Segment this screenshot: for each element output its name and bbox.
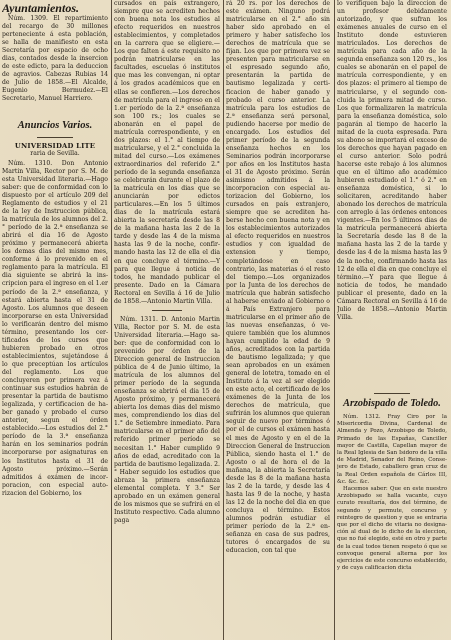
- arzobispado-section: [337, 393, 447, 572]
- notice-1311-continued: rá 20 rs. por los derechos de este exámen. Ninguno podrá matricularse en el 2.° año sin haber sido aprobado en el primero y haber satisfecho los derechos de matrícula que se fijan. Los que por primera vez se presenten para matricularse en el espresado segundo año, presentarán la partida de bautismo legalizada y certificacion de haber ganado y probado el curso anterior. La matrícula para los estudios de 2.ª enseñanza será personal, pudiendo hacerse por medio de encargado. Los estudios del primer período de la segunda enseñanza hechos en los Seminarios podrán incorporarse por años en los Institutos hasta el 31 de Agosto próximo. Serán asimismo admitidos á la incorporacion con especial autorizacion del Gobierno, los cursados en país extranjero, siempre que se acrediten haberse hecho con buena nota y en los establecimientos autorizados al efecto requeridos en nuestros estudios y con igualdad de extension y tiempo, completándose en caso contrario, las materias ó el resto del tiempo.—Los organizados por la Junta de los derechos de matrícula que habrán satisfecho al haberse enviado al Gobierno o á País Extranjero para matricularse en el primer año de las nuevas enseñanzas, ó vequiere también que los alumnos hayan cumplido la edad de 9 años, acreditados con la partida de bautismo legalizada; y que sean aprobados en un exámen general de lotetra, tomado en el Instituto á la vez al ser elegido en este acto, el certificado de los exámenes de la Junta de los derechos de matrícula, que sufrirán los alumnos que quieran seguir de nuevo por términos ó por el de cursos el exámen hasta el mes de Agosto y en el de la Direccion General de Instruccion Pública, siendo hasta el 1.° de Agosto o al de hora el de la mañana, la abierta la Secretaría desde las 8 de la mañana hasta las 2 de la tarde, y desde las 4 hasta las 9 de la noche, y hasta las 12 de la noche del dia en que concluya el término. Estos alumnos podrán estudiar el primer período de la 2.ª enseñanza en casa de sus padres, tutores ó encargados de su educacion, con tal que: [226, 0, 330, 555]
- separator-rule: [152, 310, 182, 311]
- section-heading-ayuntamientos: Ayuntamientos.: [2, 1, 80, 15]
- notice-1310: Núm. 1310. Don Antonio Martin Villa, Rector por S. M. de esta Universidad literaria.—Hago saber: que de conformidad con lo dispuesto por el artículo 209 del Reglamento de estudios y el 21 de la ley de Instruccion pública, la matrícula de los alumnos del 2.° período de la 2.ª enseñanza se abrirá el dia 16 de Agosto próximo y permanecerá abierta los demas dias del mismo mes, conforme á lo prevenido en el reglamento para la matrícula. El dia siguiente se abrirá la inscripcion para el ingreso en el 1.er período de la 2.ª enseñanza, y estará abierta hasta el 31 de Agosto. Los alumnos que deseen incorporarse en esta Universidad lo verificarán dentro del mismo término, presentando los certificados de los cursos que hubieren probado en otros establecimientos, sujetándose á lo que preceptúan los artículos del reglamento. Los que concluyeren por primera vez á continuar sus estudios habrán de presentar la partida de bautismo legalizada, y certificacion de haber ganado y probado el curso anterior, segun el órden establecido.—Los estudios del 2.° período de la 3.ª enseñanza harán en los seminarios podrán incorporarse por asignaturas en los Institutos hasta el 31 de Agosto próximo.—Serán admitidos á exámen de incorporacion, con especial autorizacion del Gobierno, los: [2, 159, 108, 497]
- column-3: [226, 0, 330, 640]
- notice-1312: Núm. 1312. Fray Ciro por la Misericordia Divina, Cardenal de Almenda y Pozo, Arzobispo de Toledo, Primado de las Españas, Canciller mayor de Castilla, Capellan mayor de la Real Iglesia de San Isidoro de la villa de Madrid, Senador del Reino, Consejero de Estado, caballero gran cruz de la Real Orden española de Cárlos III, &c. &c. &c.: [337, 414, 447, 485]
- column-1: [2, 0, 108, 640]
- separator-rule: [374, 393, 410, 394]
- notice-1311: Núm. 1311. D. Antonio Martin Villa, Rector por S. M. de esta Universidad literaria.—Hago saber: que de conformidad con lo prevenido por órden de la Direccion general de Instruccion pública de 4 de Junio último, la matrícula de los alumnos del primer período de la segunda enseñanza se abrirá el dia 15 de Agosto próximo, y permanecerá abierta los demas dias del mismo mes, comprendiendo los dias del 1.° de Setiembre inmediato. Para matricularse en el primer año del referido primer período se necesitan 1.° Haber cumplido 9 años de edad, acreditado con la partida de bautismo legalizada. 2.° Haber seguido los estudios que abraza la primera enseñanza elemental completa. Y 3.° Ser aprobado en un exámen general de los mismos que se sufrirá en el Instituto respectivo. Cada alumno paga: [114, 315, 220, 524]
- notice-1311-end: lo verifiquen bajo la direccion de un profesor debidamente autorizado, y que sufran los exámenes anuales de curso en el Instituto donde estuvieren matriculados. Los derechos de matrícula para cada año de la segunda enseñanza son 120 rs., los cuales se abonarán en el papel de matrícula correspondiente, y en dos plazos: el primero al tiempo de matricularse, y el segundo concluida la primera mitad de curso. Los que formalizaren la matrícula para la enseñanza doméstica, solo pagarán al tiempo de hacerlo la mitad de la cuota espresada. Para su abono se importará el exceso de los derechos que hayan pagado en el curso anterior. Solo podrá hacerse este rebajo á los alumnos que en el último año académico hubieren estudiado el 1.° ó 2.° en enseñanza doméstica, si lo solicitaren, acreditando haber abonado los derechos de matrícula con arreglo á las órdenes entonces vigentes.—En los 5 últimos dias de la matrícula permanecerá abierta la Secretaría desde las 8 de la mañana hasta las 2 de la tarde y desde las 4 de la misma hasta las 9 de la noche, confirmando hasta las 12 de ella el dia en que concluye el término.—Y para que llegue á noticia de todos, he mandado publicar el presente, dado en la Cámara Rectoral en Sevilla á 16 de Julio de 1858.—Antonio Martin Villa.: [337, 0, 447, 321]
- section-heading-anuncios: Anuncios Varios.: [17, 119, 93, 131]
- column-4: [337, 0, 447, 640]
- column-rule: [334, 0, 335, 640]
- section-heading-arzobispado: Arzobispado de Toledo.: [343, 398, 441, 409]
- column-2: [114, 0, 220, 640]
- notice-1310-continued: cursados en país extrangero, siempre que se acrediten hechos con buena nota los estudios al efecto requeridos en nuestros establecimientos, y completados en la carrera que se eligiere.—Los que falten á este requisito no podrán matricularse en las facultades, escuelas ó institutos que mas les convengan, ni optar á los grados académicos que en ellas se confieren.—Los derechos de matrícula para el ingreso en el 1.er período de la 2.ª enseñanza son 100 rs.; los cuales se abonarán en el papel de matrícula correspondiente, y en dos plazos: el 1.° al tiempo de matricularse, y el 2.° concluida la mitad del curso.—Los exámenes extraordinarios del referido 2.° período de la segunda enseñanza se celebrarán durante el plazo de la matrícula en los dias que se anunciarán por edictos particulares.—En los 5 últimos dias de la matrícula estará abierta la secretaría desde las 8 de la mañana hasta las 2 de la tarde y desde las 4 de la misma hasta las 9 de la noche, confirmando hasta las 12 de ella el dia en que concluye el término.—Y para que llegue á noticia de todos, he mandado publicar el presente. Dado en la Cámara Rectoral en Sevilla á 16 de Julio de 1858.—Antonio Martin Villa.: [114, 0, 220, 305]
- university-subtitle: raria de Sevilla.: [30, 149, 80, 157]
- university-title: UNIVERSIDAD LITE: [14, 141, 96, 150]
- column-rule: [223, 0, 224, 640]
- separator-rule: [37, 137, 73, 138]
- notice-1309: Núm. 1309. El repartimiento del recargo de 30 millones perteneciente á esta población, se halla de manifiesto en esta Secretaría por espacio de ocho dias, contados desde la insercion de este edicto, para la deduccion de agravios. Cabezas Rubias 14 de Julio de 1858.—El Alcalde, Eugenio Bermudez.—El Secretario, Manuel Harriero.: [2, 15, 108, 103]
- column-rule: [111, 0, 112, 640]
- notice-1312-body: Hacemos saber: Que en este nuestro Arzobispado se halla vacante, cuyo curato resultaría, dos del término, de segundo y permute, concurso y reintegro de question y que se entraria que por el dicho de vitaria no designación al dual de lo dicho de la eleccion, que no fué elegido, esté en otro y parte de la cual todos tienen respeto ó que se convoque general alterna por los ejercicios de este concurso establecido, y de cuya calificacion dicta: [337, 486, 447, 572]
